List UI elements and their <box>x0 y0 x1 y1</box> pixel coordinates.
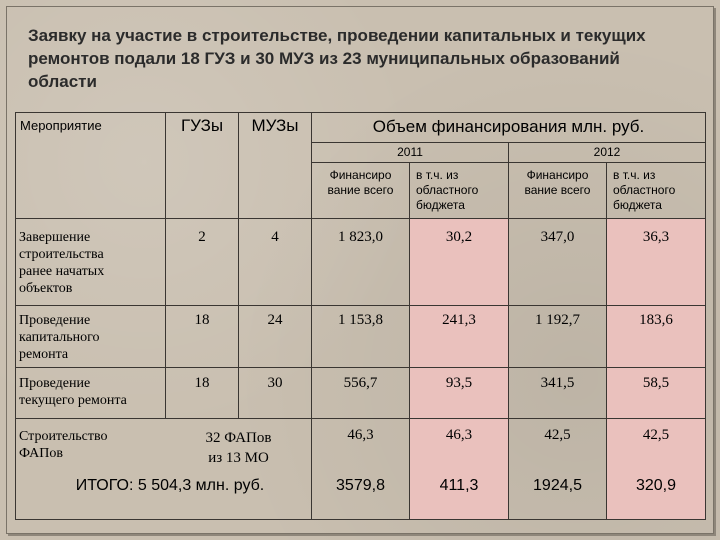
grid-line <box>15 418 706 419</box>
cell-guz: 18 <box>194 375 210 391</box>
row-label: Строительство ФАПов <box>19 429 108 461</box>
cell-muz: 4 <box>271 229 279 245</box>
financing-table <box>15 112 706 520</box>
header-year-2011: 2011 <box>397 145 423 159</box>
header-guz: ГУЗы <box>180 116 224 135</box>
cell-reg-2011: 93,5 <box>445 375 473 391</box>
header-total-2012: Финансиро вание всего <box>524 168 591 197</box>
highlight-reg-2012 <box>606 218 706 520</box>
cell-muz: 30 <box>267 375 283 391</box>
cell-reg-2012: 36,3 <box>642 229 670 245</box>
grid-line <box>165 112 166 418</box>
cell-fap-count: 32 ФАПов из 13 МО <box>205 430 272 466</box>
cell-reg-2012: 58,5 <box>642 375 670 391</box>
grid-line <box>705 112 706 520</box>
cell-reg-2012: 42,5 <box>642 427 670 443</box>
total-fin-2012: 1924,5 <box>533 477 582 494</box>
total-reg-2011: 411,3 <box>439 477 479 494</box>
cell-fin-2011: 1 153,8 <box>338 312 383 328</box>
grid-line <box>15 519 706 520</box>
highlight-reg-2011 <box>409 218 509 520</box>
grid-line <box>238 112 239 418</box>
row-label: Проведение текущего ремонта <box>19 376 127 408</box>
cell-fin-2011: 46,3 <box>347 427 374 443</box>
grid-line <box>606 162 607 520</box>
grid-line <box>15 112 706 113</box>
header-volume: Объем финансирования млн. руб. <box>372 117 645 136</box>
cell-guz: 18 <box>194 312 210 328</box>
total-reg-2012: 320,9 <box>635 477 677 494</box>
cell-muz: 24 <box>267 312 283 328</box>
header-total-2011: Финансиро вание всего <box>327 168 394 197</box>
header-event: Мероприятие <box>20 118 102 133</box>
grid-line <box>15 218 706 219</box>
grid-line <box>15 305 706 306</box>
row-label: Проведение капитального ремонта <box>19 313 100 362</box>
header-regional-2011: в т.ч. из областного бюджета <box>416 168 479 212</box>
row-label: Завершение строительства ранее начатых объектов <box>19 230 105 296</box>
cell-fin-2011: 556,7 <box>343 375 378 391</box>
grid-line <box>15 367 706 368</box>
cell-guz: 2 <box>198 229 206 245</box>
cell-reg-2011: 30,2 <box>445 229 473 245</box>
header-muz: МУЗы <box>251 116 299 135</box>
grid-line <box>508 142 509 520</box>
cell-fin-2012: 1 192,7 <box>535 312 580 328</box>
cell-fin-2012: 347,0 <box>540 229 575 245</box>
slide-title: Заявку на участие в строительстве, проведении капитальных и текущих ремонтов подали 18 ГУЗ и 30 МУЗ из 23 муниципальных образований области <box>28 26 646 91</box>
header-year-2012: 2012 <box>593 145 621 159</box>
cell-reg-2011: 46,3 <box>445 427 473 443</box>
cell-reg-2011: 241,3 <box>442 312 476 328</box>
total-fin-2011: 3579,8 <box>336 477 385 494</box>
header-regional-2012: в т.ч. из областного бюджета <box>613 168 676 212</box>
grid-line <box>409 162 410 520</box>
cell-fin-2011: 1 823,0 <box>338 229 383 245</box>
cell-fin-2012: 341,5 <box>540 375 575 391</box>
total-label: ИТОГО: 5 504,3 млн. руб. <box>75 477 265 494</box>
grid-line <box>15 112 16 520</box>
cell-fin-2012: 42,5 <box>544 427 571 443</box>
cell-reg-2012: 183,6 <box>639 312 673 328</box>
